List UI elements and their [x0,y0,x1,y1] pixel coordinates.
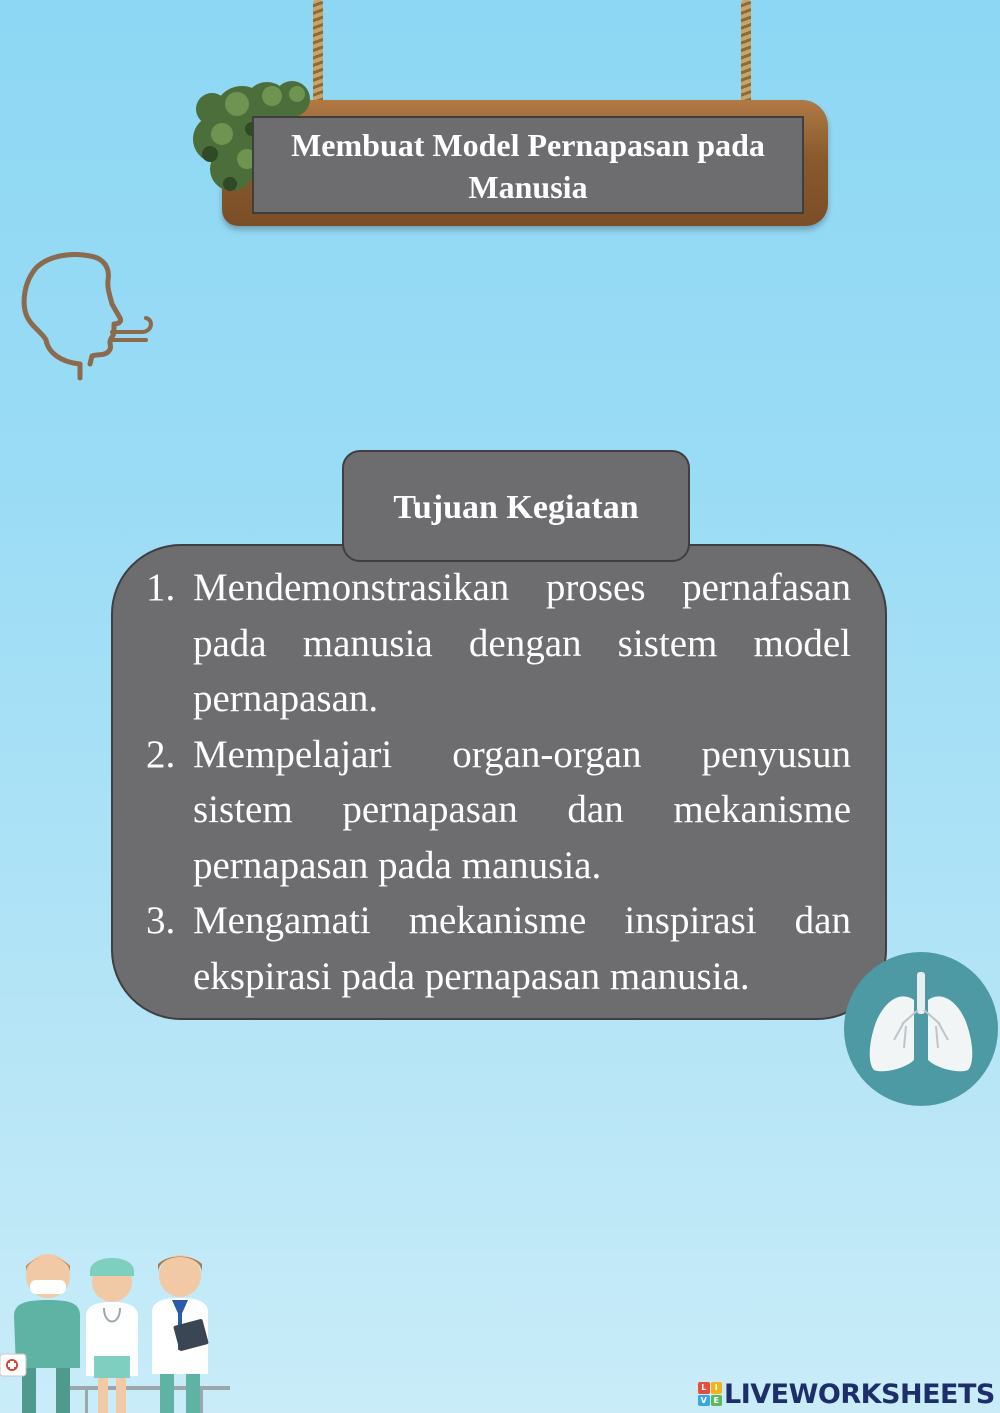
liveworksheets-logo [698,1376,995,1412]
list-item [146,560,851,727]
list-item [146,727,851,894]
list-item [146,893,851,1004]
logo-letter: E [711,1395,723,1407]
page-title-line-1: Membuat Model Pernapasan pada [291,127,765,163]
tujuan-heading: Tujuan Kegiatan [342,450,690,562]
medical-staff-illustration [0,1246,240,1413]
logo-letter: L [698,1382,710,1394]
logo-letter: I [711,1382,723,1394]
list-item-text: Mendemonstrasikan proses pernafasan pada manusia dengan sistem model pernapasan. [193,566,851,720]
brand-name: LIVEWORKSHEETS [724,1378,995,1410]
lungs-badge [844,952,998,1106]
lungs-icon [844,952,998,1106]
list-item-number: 3. [146,899,176,942]
sign-rope-right [741,0,751,110]
liveworksheets-logo-mark [698,1382,722,1406]
tujuan-list [146,560,851,1004]
list-item-text: Mempelajari organ-organ penyusun sistem pernapasan dan mekanisme pernapasan pada manusia. [193,732,851,887]
page-title-line-2: Manusia [468,169,588,205]
logo-letter: V [698,1395,710,1407]
list-item-number: 2. [146,732,176,776]
page-title [252,116,804,214]
list-item-number: 1. [146,566,176,609]
list-item-text: Mengamati mekanisme inspirasi dan ekspirasi pada pernapasan manusia. [193,899,851,998]
breathing-head-icon [20,252,160,384]
